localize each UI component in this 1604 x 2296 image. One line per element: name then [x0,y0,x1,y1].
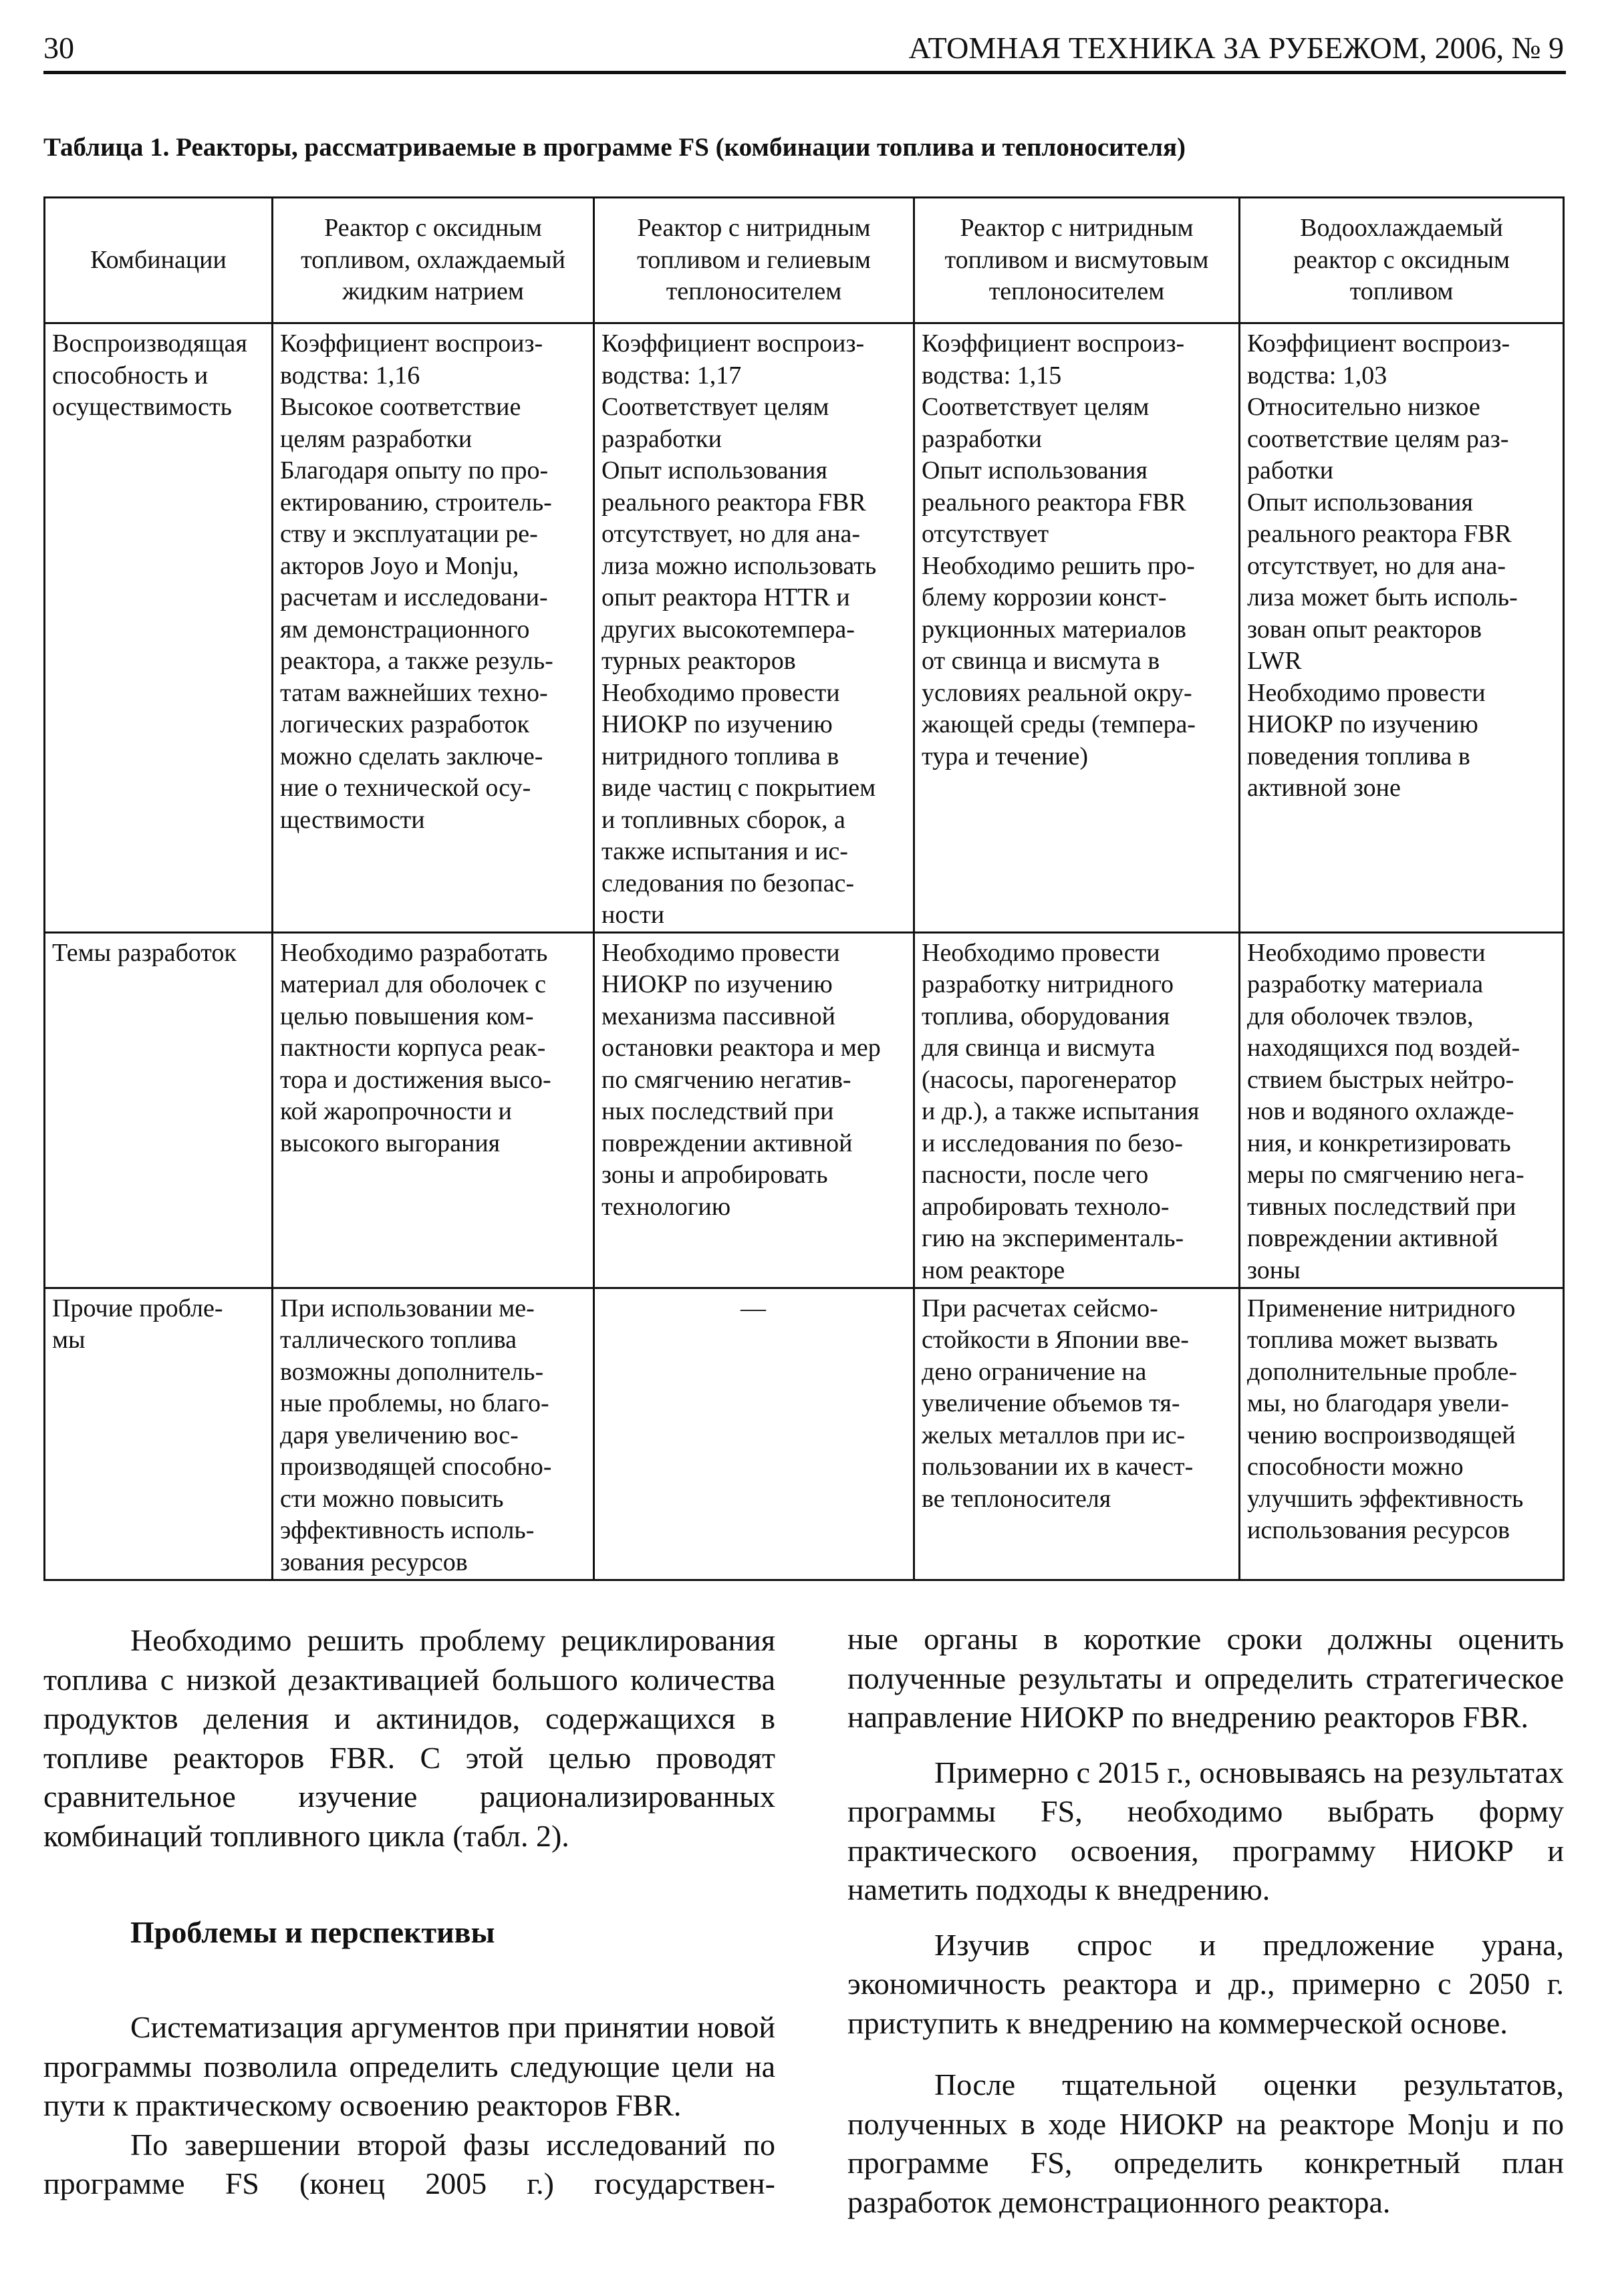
cell-text-line: топливом [1349,277,1454,306]
cell-text-line: ные проблемы, но благо- [280,1389,549,1417]
cell-text-line: жидким натрием [342,277,524,306]
cell-text-line: ве теплоносителя [922,1484,1111,1513]
cell-text-line: следования по безопас- [602,869,854,897]
cell-text-line: нитридного топлива в [602,742,839,770]
text-column-left [43,1621,775,2204]
cell-text-line: также испытания и ис- [602,837,848,865]
table-cell [273,1288,594,1580]
paragraph: Необходимо решить проблему рециклирования топлива с низкой дезактивацией большого количества продуктов деления и актинидов, содержащихся в топливе реакторов FBR. С этой целью проводят сравнительное изучение рационализированных комбинаций топливного цикла (табл. 2). [43,1623,775,1853]
cell-text-line: чению воспроизводящей [1247,1421,1516,1449]
cell-text-line: дено ограничение на [922,1357,1147,1386]
cell-text-line: топливом, охлаждаемый [301,245,565,274]
cell-text-line: Опыт использования [1247,488,1473,517]
cell-text-line: и исследования по безо- [922,1129,1183,1157]
cell-text-line: — [741,1294,766,1322]
cell-text-line: топлива, оборудования [922,1002,1170,1030]
cell-text-line: улучшить эффективность [1247,1484,1524,1513]
cell-text-line: реального реактора FBR [1247,520,1512,548]
cell-text-line: Необходимо провести [922,938,1160,967]
cell-text-line: При расчетах сейсмо- [922,1294,1158,1322]
row-label [45,1288,273,1580]
cell-text-line: Необходимо решить про- [922,551,1195,580]
table-row [45,323,1564,933]
header-cell [273,198,594,323]
cell-text-line: использования ресурсов [1247,1516,1510,1544]
table-row [45,932,1564,1288]
cell-text-line: апробировать техноло- [922,1192,1170,1221]
table-cell [1240,932,1564,1288]
cell-text-line: возможны дополнитель- [280,1357,544,1386]
cell-text-line: Опыт использования [922,456,1148,484]
cell-text-line: дополнительные пробле- [1247,1357,1518,1386]
cell-text-line: активной зоне [1247,774,1401,802]
cell-text-line: LWR [1247,647,1302,675]
cell-text-line: целью повышения ком- [280,1002,534,1030]
cell-text-line: условиях реальной окру- [922,678,1192,707]
cell-text-line: реактора, а также резуль- [280,647,553,675]
cell-text-line: Соответствует целям [922,393,1150,421]
cell-text-line: ществимости [280,805,425,834]
running-head [43,29,1564,67]
cell-text-line: разработки [602,424,722,453]
cell-text-line: ектированию, строитель- [280,488,552,517]
cell-text-line: тора и достижения высо- [280,1065,551,1094]
cell-text-line: виде частиц с покрытием [602,774,876,802]
table-cell [273,323,594,933]
cell-text-line: топливом и висмутовым [944,245,1209,274]
cell-text-line: НИОКР по изучению [602,970,833,998]
paragraph: ные органы в короткие сроки должны оценить полученные результаты и определить стратегическое направление НИОКР по внедрению реакторов FBR. [847,1622,1564,1734]
cell-text-line: Воспроизводящая [52,329,247,357]
cell-text-line: мы [52,1326,86,1354]
cell-text-line: отсутствует, но для ана- [1247,551,1506,580]
cell-text-line: водства: 1,03 [1247,361,1387,390]
header-rule [43,71,1566,74]
cell-text-line: НИОКР по изучению [1247,710,1478,738]
cell-text-line: пользовании их в качест- [922,1453,1194,1481]
table-cell [594,323,914,933]
cell-text-line: материал для оболочек с [280,970,547,998]
cell-text-line: Темы разработок [52,938,237,967]
cell-text-line: меры по смягчению нега- [1247,1161,1524,1189]
cell-text-line: ствием быстрых нейтро- [1247,1065,1514,1094]
row-label [45,323,273,933]
cell-text-line: блему коррозии конст- [922,583,1167,611]
cell-text-line: теплоносителем [988,277,1165,306]
cell-text-line: опыт реактора HTTR и [602,583,850,611]
table-cell [1240,323,1564,933]
cell-text-line: Необходимо провести [1247,678,1486,707]
cell-text-line: эффективность исполь- [280,1516,535,1544]
reactor-table [43,196,1565,1581]
cell-text-line: логических разработок [280,710,530,738]
header-cell [45,198,273,323]
cell-text-line: Необходимо разработать [280,938,548,967]
cell-text-line: повреждении активной [1247,1224,1498,1252]
cell-text-line: остановки реактора и мер [602,1034,881,1062]
cell-text-line: нов и водяного охлажде- [1247,1097,1514,1125]
table-caption: Таблица 1. Реакторы, рассматриваемые в программе FS (комбинации топлива и теплоносителя) [43,133,1186,162]
cell-text-line: Коэффициент воспроиз- [602,329,865,357]
cell-text-line: водства: 1,17 [602,361,742,390]
cell-text-line: ния, и конкретизировать [1247,1129,1511,1157]
cell-text-line: акторов Joyo и Monju, [280,551,519,580]
cell-text-line: расчетам и исследовани- [280,583,548,611]
cell-text-line: технологию [602,1192,731,1221]
table-cell [914,323,1240,933]
cell-text-line: и др.), а также испытания [922,1097,1200,1125]
cell-text-line: ству и эксплуатации ре- [280,520,538,548]
cell-text-line: от свинца и висмута в [922,647,1160,675]
cell-text-line: водства: 1,16 [280,361,420,390]
cell-text-line: целям разработки [280,424,473,453]
cell-text-line: Необходимо провести [602,938,840,967]
header-cell [594,198,914,323]
section-heading: Проблемы и перспективы [130,1915,495,1949]
paragraph: Примерно с 2015 г., основываясь на результатах программы FS, необходимо выбрать форму практического освоения, программу НИОКР и наметить подходы к внедрению. [847,1755,1564,1906]
cell-text-line: тура и течение) [922,742,1089,770]
cell-text-line: пасности, после чего [922,1161,1149,1189]
cell-text-line: Необходимо провести [602,678,840,707]
cell-text-line: Прочие пробле- [52,1294,223,1322]
text-column-right [847,1620,1564,2222]
cell-text-line: стойкости в Японии вве- [922,1326,1189,1354]
cell-text-line: разработку материала [1247,970,1484,998]
cell-text-line: НИОКР по изучению [602,710,833,738]
cell-text-line: можно сделать заключе- [280,742,543,770]
cell-text-line: сти можно повысить [280,1484,504,1513]
cell-text-line: способности можно [1247,1453,1464,1481]
cell-text-line: реального реактора FBR [922,488,1186,517]
cell-text-line: водства: 1,15 [922,361,1062,390]
cell-text-line: реального реактора FBR [602,488,866,517]
table-cell [1240,1288,1564,1580]
cell-text-line: зоны [1247,1256,1301,1284]
cell-text-line: зования ресурсов [280,1548,468,1576]
cell-text-line: желых металлов при ис- [922,1421,1186,1449]
cell-text-line: лиза можно использовать [602,551,877,580]
table-cell-empty-dash [594,1288,914,1580]
cell-text-line: таллического топлива [280,1326,517,1354]
cell-text-line: производящей способно- [280,1453,552,1481]
cell-text-line: Относительно низкое [1247,393,1480,421]
cell-text-line: осуществимость [52,393,232,421]
cell-text-line: Опыт использования [602,456,827,484]
cell-text-line: разработки [922,424,1042,453]
cell-text-line: высокого выгорания [280,1129,501,1157]
paragraph: По завершении второй фазы исследований по программе FS (конец 2005 г.) государствен- [43,2127,775,2200]
cell-text-line: находящихся под воздей- [1247,1034,1520,1062]
cell-text-line: жающей среды (темпера- [922,710,1196,738]
journal-title: АТОМНАЯ ТЕХНИКА ЗА РУБЕЖОМ, 2006, № 9 [908,31,1564,65]
paragraph: После тщательной оценки результатов, полученных в ходе НИОКР на реакторе Monju и по программе FS, определить конкретный план разработок демонстрационного реактора. [847,2067,1564,2219]
cell-text-line: рукционных материалов [922,615,1186,643]
cell-text-line: Соответствует целям [602,393,829,421]
cell-text-line: (насосы, парогенератор [922,1065,1177,1094]
table-row [45,1288,1564,1580]
header-cell [914,198,1240,323]
cell-text-line: ном реакторе [922,1256,1065,1284]
cell-text-line: Коэффициент воспроиз- [280,329,543,357]
paragraph: Изучив спрос и предложение урана, экономичность реактора и др., примерно с 2050 г. приступить к внедрению на коммерческой основе. [847,1927,1564,2040]
cell-text-line: лиза может быть исполь- [1247,583,1518,611]
paragraph: Систематизация аргументов при принятии новой программы позволила определить следующие цели на пути к практическому освоению реакторов FBR. [43,2010,775,2122]
cell-text-line: тивных последствий при [1247,1192,1516,1221]
cell-text-line: ных последствий при [602,1097,834,1125]
cell-text-line: разработку нитридного [922,970,1174,998]
cell-text-line: даря увеличению вос- [280,1421,519,1449]
table-cell [914,932,1240,1288]
cell-text-line: Реактор с нитридным [960,214,1194,243]
cell-text-line: Комбинации [90,245,227,274]
cell-text-line: Коэффициент воспроиз- [1247,329,1510,357]
cell-text-line: Применение нитридного [1247,1294,1516,1322]
cell-text-line: работки [1247,456,1334,484]
cell-text-line: для оболочек твэлов, [1247,1002,1474,1030]
header-cell [1240,198,1564,323]
page-number: 30 [43,31,74,65]
cell-text-line: гию на эксперименталь- [922,1224,1184,1252]
cell-text-line: отсутствует [922,520,1049,548]
cell-text-line: способность и [52,361,209,390]
cell-text-line: отсутствует, но для ана- [602,520,861,548]
cell-text-line: Благодаря опыту по про- [280,456,549,484]
cell-text-line: Реактор с нитридным [637,214,871,243]
cell-text-line: повреждении активной [602,1129,853,1157]
cell-text-line: ям демонстрационного [280,615,530,643]
cell-text-line: пактности корпуса реак- [280,1034,546,1062]
cell-text-line: татам важнейших техно- [280,678,548,707]
cell-text-line: топливом и гелиевым [637,245,871,274]
cell-text-line: зоны и апробировать [602,1161,828,1189]
cell-text-line: зован опыт реакторов [1247,615,1482,643]
cell-text-line: теплоносителем [666,277,842,306]
cell-text-line: ние о технической осу- [280,774,531,802]
cell-text-line: увеличение объемов тя- [922,1389,1180,1417]
cell-text-line: для свинца и висмута [922,1034,1156,1062]
table-header-row [45,198,1564,323]
row-label [45,932,273,1288]
cell-text-line: соответствие целям раз- [1247,424,1509,453]
cell-text-line: и топливных сборок, а [602,805,845,834]
cell-text-line: Коэффициент воспроиз- [922,329,1185,357]
cell-text-line: Водоохлаждаемый [1300,214,1503,243]
cell-text-line: Высокое соответствие [280,393,521,421]
cell-text-line: При использовании ме- [280,1294,535,1322]
cell-text-line: мы, но благодаря увели- [1247,1389,1509,1417]
cell-text-line: Необходимо провести [1247,938,1486,967]
cell-text-line: Реактор с оксидным [324,214,542,243]
cell-text-line: ности [602,901,665,929]
cell-text-line: реактор с оксидным [1293,245,1510,274]
cell-text-line: кой жаропрочности и [280,1097,512,1125]
table-cell [914,1288,1240,1580]
cell-text-line: топлива может вызвать [1247,1326,1498,1354]
table-cell [594,932,914,1288]
cell-text-line: поведения топлива в [1247,742,1470,770]
table-cell [273,932,594,1288]
cell-text-line: механизма пассивной [602,1002,835,1030]
cell-text-line: других высокотемпера- [602,615,855,643]
cell-text-line: турных реакторов [602,647,796,675]
cell-text-line: по смягчению негатив- [602,1065,851,1094]
